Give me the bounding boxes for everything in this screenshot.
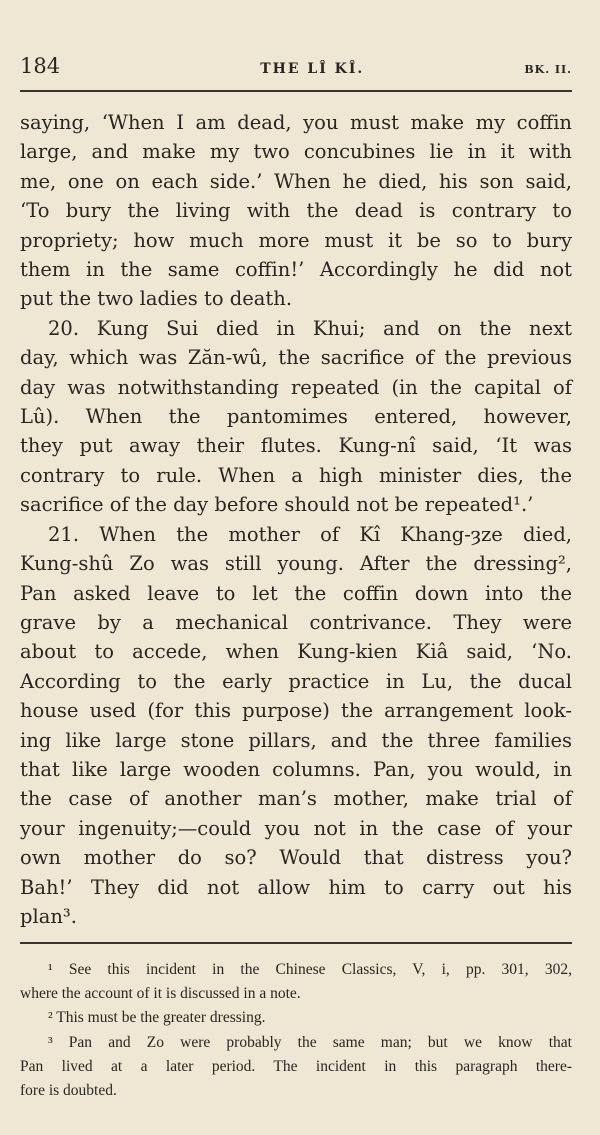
paragraph-19-continued	[20, 108, 572, 314]
text-line: large, and make my two concubines lie in it with	[20, 140, 572, 164]
footnotes	[20, 958, 572, 1103]
text-line: ing like large stone pillars, and the three families	[20, 728, 572, 752]
text-line: me, one on each side.’ When he died, his son said,	[20, 169, 572, 193]
footnote-rule	[20, 942, 572, 944]
footnote-1-continued: where the account of it is discussed in a note.	[20, 985, 301, 1003]
text-line: contrary to rule. When a high minister dies, the	[20, 463, 572, 487]
footnote-1: ¹ See this incident in the Chinese Classics, V, i, pp. 301, 302,	[48, 961, 572, 978]
footnote-3: ³ Pan and Zo were probably the same man; but we know that	[48, 1033, 572, 1051]
header-rule	[20, 90, 572, 92]
text-line: they put away their flutes. Kung-nî said, ‘It was	[20, 434, 572, 458]
page-header	[20, 54, 572, 78]
text-line: Bah!’ They did not allow him to carry out his	[20, 875, 572, 899]
text-line: According to the early practice in Lu, the ducal	[20, 669, 572, 693]
running-title: THE LÎ KÎ.	[260, 61, 365, 77]
text-line: 20. Kung Sui died in Khui; and on the next	[48, 316, 572, 340]
text-line: put the two ladies to death.	[20, 287, 293, 311]
text-line: day was notwithstanding repeated (in the capital of	[20, 375, 572, 399]
text-line: ‘To bury the living with the dead is contrary to	[20, 199, 572, 223]
text-line: saying, ‘When I am dead, you must make my coffin	[20, 111, 572, 134]
page-number: 184	[20, 54, 61, 78]
paragraph-20	[20, 314, 572, 520]
footnote-3-continued: Pan lived at a later period. The incident in this paragraph there-	[20, 1057, 572, 1075]
text-line: own mother do so? Would that distress you?	[20, 846, 572, 870]
text-line: Pan asked leave to let the coffin down into the	[20, 581, 572, 605]
paragraph-21	[20, 520, 572, 932]
footnote-3-end: fore is doubted.	[20, 1082, 117, 1100]
text-line: Kung-shû Zo was still young. After the dressing²,	[20, 552, 572, 576]
text-line: about to accede, when Kung-kien Kiâ said, ‘No.	[20, 640, 572, 664]
text-line: plan³.	[20, 904, 77, 928]
text-line: sacrifice of the day before should not be repeated¹.’	[20, 493, 534, 517]
text-line: Lû). When the pantomimes entered, however,	[20, 405, 572, 429]
body-text	[20, 108, 572, 931]
book-section-label: BK. II.	[524, 63, 572, 76]
footnote-2: ² This must be the greater dressing.	[48, 1009, 266, 1027]
text-line: your ingenuity;—could you not in the case of your	[20, 816, 572, 840]
text-line: house used (for this purpose) the arrangement look-	[20, 699, 572, 723]
text-line: 21. When the mother of Kî Khang-ȝze died,	[48, 522, 572, 546]
text-line: them in the same coffin!’ Accordingly he did not	[20, 258, 572, 282]
text-line: that like large wooden columns. Pan, you would, in	[20, 757, 572, 781]
text-line: propriety; how much more must it be so to bury	[20, 228, 572, 252]
text-line: day, which was Zăn-wû, the sacrifice of the previous	[20, 346, 572, 370]
text-line: grave by a mechanical contrivance. They were	[20, 610, 572, 634]
text-line: the case of another man’s mother, make trial of	[20, 787, 572, 811]
